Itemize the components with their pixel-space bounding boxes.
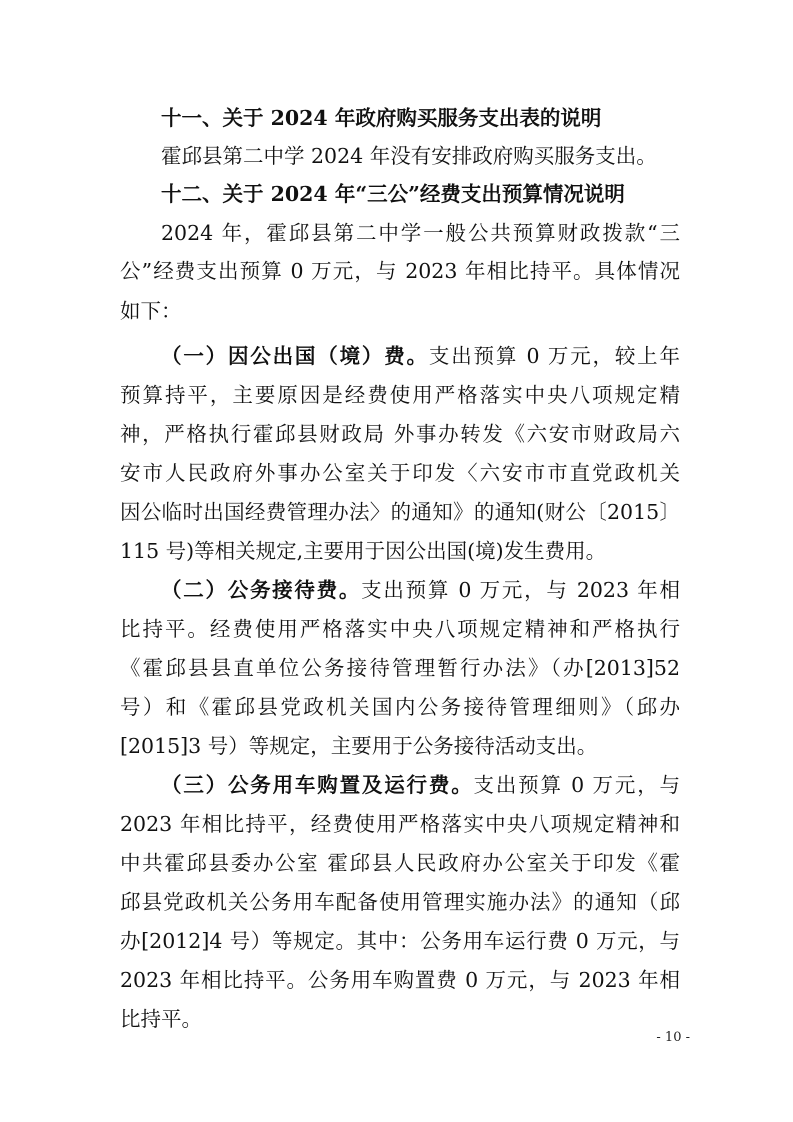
page-number: - 10 - (656, 1030, 690, 1045)
item3-line-2: 2023 年相比持平，经费使用严格落实中央八项规定精神和 (120, 812, 680, 836)
item1-first-line (161, 341, 680, 371)
section-heading-12: 十二、关于 2024 年“三公”经费支出预算情况说明 (161, 182, 625, 206)
item3-first-text: 支出预算 0 万元，与 (473, 773, 680, 797)
item1-line-4: 安市人民政府外事办公室关于印发〈六安市市直党政机关 (120, 461, 680, 485)
item1-line-2: 预算持平，主要原因是经费使用严格落实中央八项规定精 (120, 383, 680, 407)
item1-line-6: 115 号)等相关规定,主要用于因公出国(境)发生费用。 (120, 539, 607, 563)
item1-first-text: 支出预算 0 万元，较上年 (428, 344, 680, 368)
item3-line-7: 比持平。 (120, 1007, 202, 1031)
item1-line-5: 因公临时出国经费管理办法〉的通知》的通知(财公〔2015〕 (120, 500, 680, 524)
item2-line-4: 号）和《霍邱县党政机关国内公务接待管理细则》（邱办 (120, 695, 680, 719)
item2-label: （二）公务接待费。 (161, 578, 362, 602)
item2-line-5: [2015]3 号）等规定，主要用于公务接待活动支出。 (120, 734, 598, 758)
section-heading-11: 十一、关于 2024 年政府购买服务支出表的说明 (161, 106, 602, 130)
item2-first-line (161, 575, 680, 605)
item2-first-text: 支出预算 0 万元，与 2023 年相 (361, 578, 680, 602)
item1-line-3: 神，严格执行霍邱县财政局 外事办转发《六安市财政局六 (120, 422, 680, 446)
item1-label: （一）因公出国（境）费。 (161, 344, 429, 368)
item3-line-3: 中共霍邱县委办公室 霍邱县人民政府办公室关于印发《霍 (120, 851, 680, 875)
item3-label: （三）公务用车购置及运行费。 (161, 773, 474, 797)
paragraph-11: 霍邱县第二中学 2024 年没有安排政府购买服务支出。 (161, 144, 657, 168)
item3-first-line (161, 770, 680, 800)
intro-line-1: 2024 年，霍邱县第二中学一般公共预算财政拨款“三 (161, 221, 680, 245)
intro-line-3: 如下： (120, 299, 182, 323)
item2-line-3: 《霍邱县县直单位公务接待管理暂行办法》（办[2013]52 (120, 656, 680, 680)
item3-line-6: 2023 年相比持平。公务用车购置费 0 万元，与 2023 年相 (120, 968, 680, 992)
item2-line-2: 比持平。经费使用严格落实中央八项规定精神和严格执行 (120, 617, 680, 641)
intro-line-2: 公”经费支出预算 0 万元，与 2023 年相比持平。具体情况 (120, 259, 680, 283)
item3-line-5: 办[2012]4 号）等规定。其中：公务用车运行费 0 万元，与 (120, 929, 680, 953)
item3-line-4: 邱县党政机关公务用车配备使用管理实施办法》的通知（邱 (120, 890, 680, 914)
